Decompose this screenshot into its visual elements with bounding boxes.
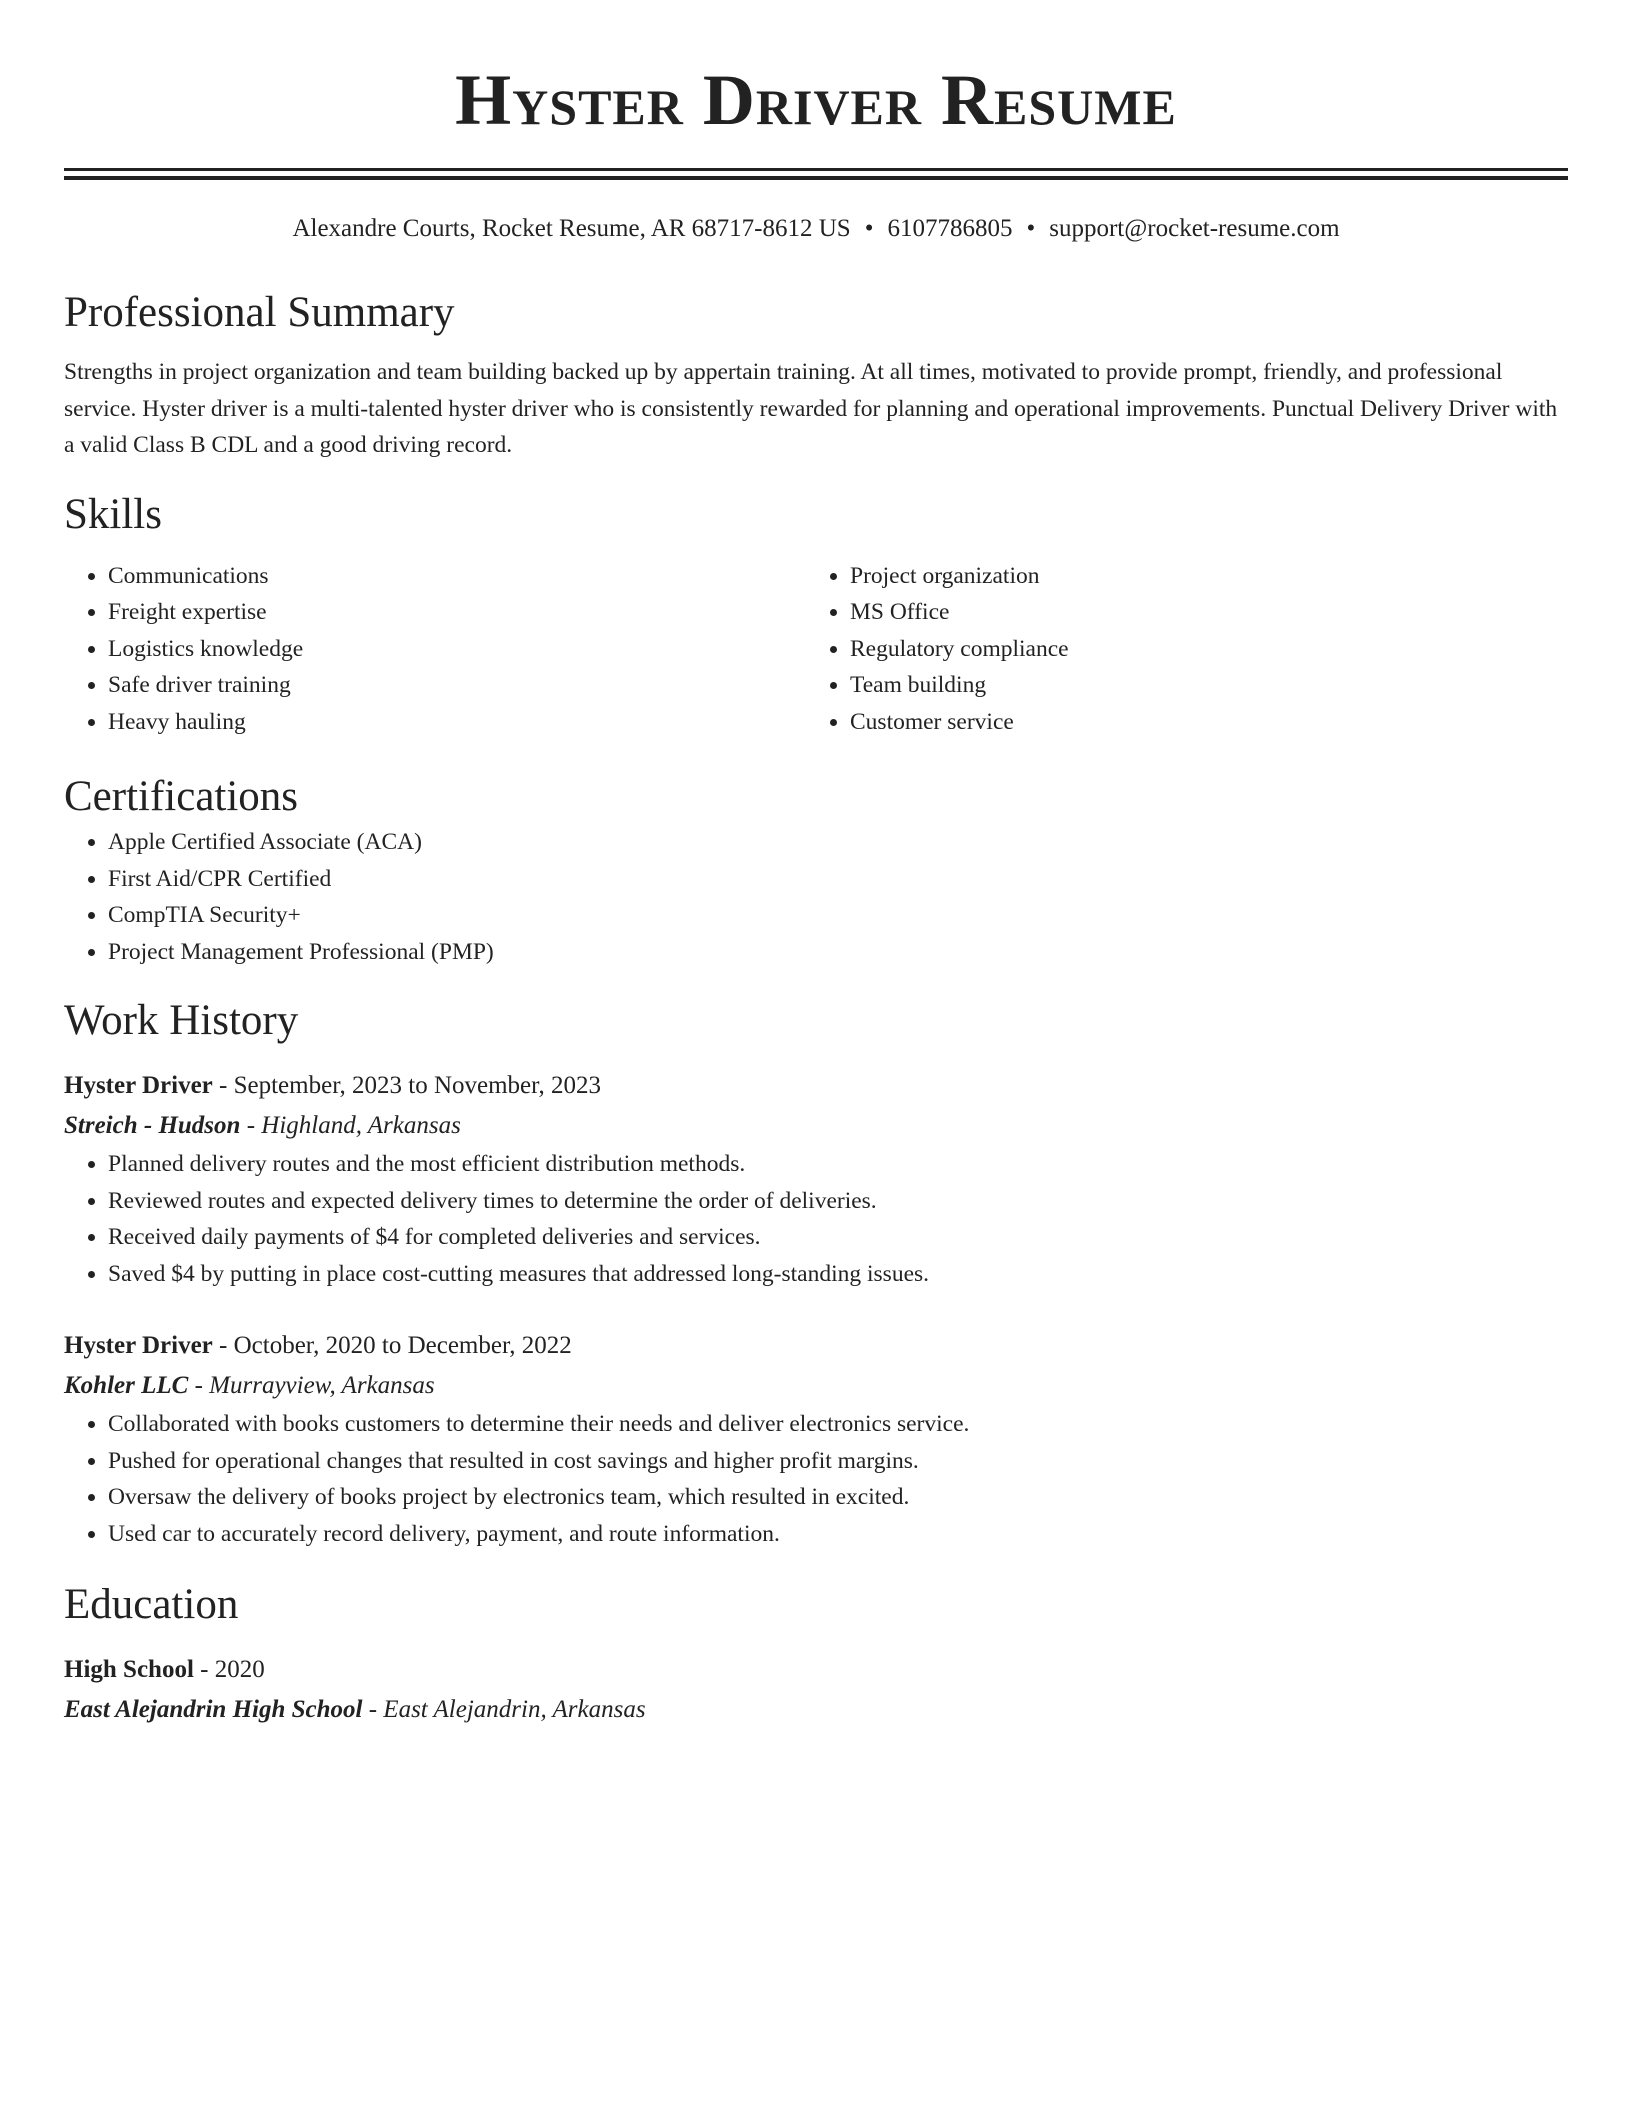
job-entry [64, 1066, 1568, 1292]
skills-list-right [806, 558, 1568, 741]
contact-line [64, 212, 1568, 246]
contact-separator: • [864, 215, 874, 242]
skill-item: • Logistics knowledge [108, 631, 806, 668]
job-title: Hyster Driver [64, 1332, 213, 1359]
job-bullet: • Received daily payments of $4 for completed deliveries and services. [108, 1219, 1568, 1256]
skills-grid [64, 558, 1568, 741]
education-header [64, 1650, 1568, 1690]
job-dash: - [212, 1072, 234, 1099]
job-dates: October, 2020 to December, 2022 [233, 1332, 572, 1359]
certification-item: • CompTIA Security+ [108, 897, 1568, 934]
job-bullet: • Saved $4 by putting in place cost-cutting measures that addressed long-standing issues. [108, 1256, 1568, 1293]
certifications-heading: Certifications [64, 773, 299, 820]
education-dash: - [362, 1696, 384, 1723]
contact-address: Alexandre Courts, Rocket Resume, AR 68717-8612 US [292, 215, 851, 242]
contact-separator: • [1026, 215, 1036, 242]
job-employer [64, 1106, 1568, 1146]
education-school-line [64, 1690, 1568, 1730]
job-location: Highland, Arkansas [261, 1112, 461, 1139]
skill-item: • Regulatory compliance [850, 631, 1568, 668]
job-dash: - [212, 1332, 234, 1359]
skill-item: • Project organization [850, 558, 1568, 595]
skill-item: • Communications [108, 558, 806, 595]
title-double-rule [64, 168, 1568, 180]
education-location: East Alejandrin, Arkansas [383, 1696, 646, 1723]
job-header [64, 1326, 1568, 1366]
job-company: Kohler LLC [64, 1372, 189, 1399]
skill-item: • Heavy hauling [108, 704, 806, 741]
skills-heading: Skills [64, 490, 162, 538]
job-bullet: • Oversaw the delivery of books project by electronics team, which resulted in excited. [108, 1479, 1568, 1516]
contact-phone: 6107786805 [887, 215, 1013, 242]
certification-item: • Apple Certified Associate (ACA) [108, 824, 1568, 861]
education-year: 2020 [214, 1656, 265, 1683]
job-dash: - [240, 1112, 262, 1139]
job-bullets [64, 1146, 1568, 1292]
skill-item: • Safe driver training [108, 667, 806, 704]
certification-item: • Project Management Professional (PMP) [108, 934, 1568, 971]
certification-item: • First Aid/CPR Certified [108, 861, 1568, 898]
job-bullets [64, 1406, 1568, 1552]
job-title: Hyster Driver [64, 1072, 213, 1099]
certifications-list [64, 824, 1568, 970]
job-bullet: • Reviewed routes and expected delivery times to determine the order of deliveries. [108, 1183, 1568, 1220]
skill-item: • Customer service [850, 704, 1568, 741]
skill-item: • Freight expertise [108, 594, 806, 631]
job-dates: September, 2023 to November, 2023 [233, 1072, 601, 1099]
job-entry [64, 1326, 1568, 1552]
job-header [64, 1066, 1568, 1106]
education-entry [64, 1650, 1568, 1730]
education-heading: Education [64, 1581, 239, 1628]
education-school: East Alejandrin High School [64, 1696, 363, 1723]
job-location: Murrayview, Arkansas [209, 1372, 435, 1399]
education-degree: High School [64, 1656, 194, 1683]
job-bullet: • Pushed for operational changes that resulted in cost savings and higher profit margins. [108, 1443, 1568, 1480]
skills-list-left [64, 558, 806, 741]
job-dash: - [188, 1372, 210, 1399]
job-bullet: • Used car to accurately record delivery, payment, and route information. [108, 1516, 1568, 1553]
skill-item: • MS Office [850, 594, 1568, 631]
work-history-heading: Work History [64, 997, 299, 1044]
resume-title: Hyster Driver Resume [455, 60, 1177, 140]
job-company: Streich - Hudson [64, 1112, 241, 1139]
summary-text: Strengths in project organization and team building backed up by appertain training. At all times, motivated to provide prompt, friendly, and professional service. Hyster driver is a multi-talented hyster driver who is consistently rewarded for planning and operational improvements. Punctual Delivery Driver with a valid Class B CDL and a good driving record. [64, 359, 1558, 458]
contact-email: support@rocket-resume.com [1049, 215, 1340, 242]
job-employer [64, 1366, 1568, 1406]
education-dash: - [193, 1656, 215, 1683]
summary-heading: Professional Summary [64, 289, 455, 336]
job-bullet: • Planned delivery routes and the most efficient distribution methods. [108, 1146, 1568, 1183]
job-bullet: • Collaborated with books customers to determine their needs and deliver electronics service. [108, 1406, 1568, 1443]
skill-item: • Team building [850, 667, 1568, 704]
